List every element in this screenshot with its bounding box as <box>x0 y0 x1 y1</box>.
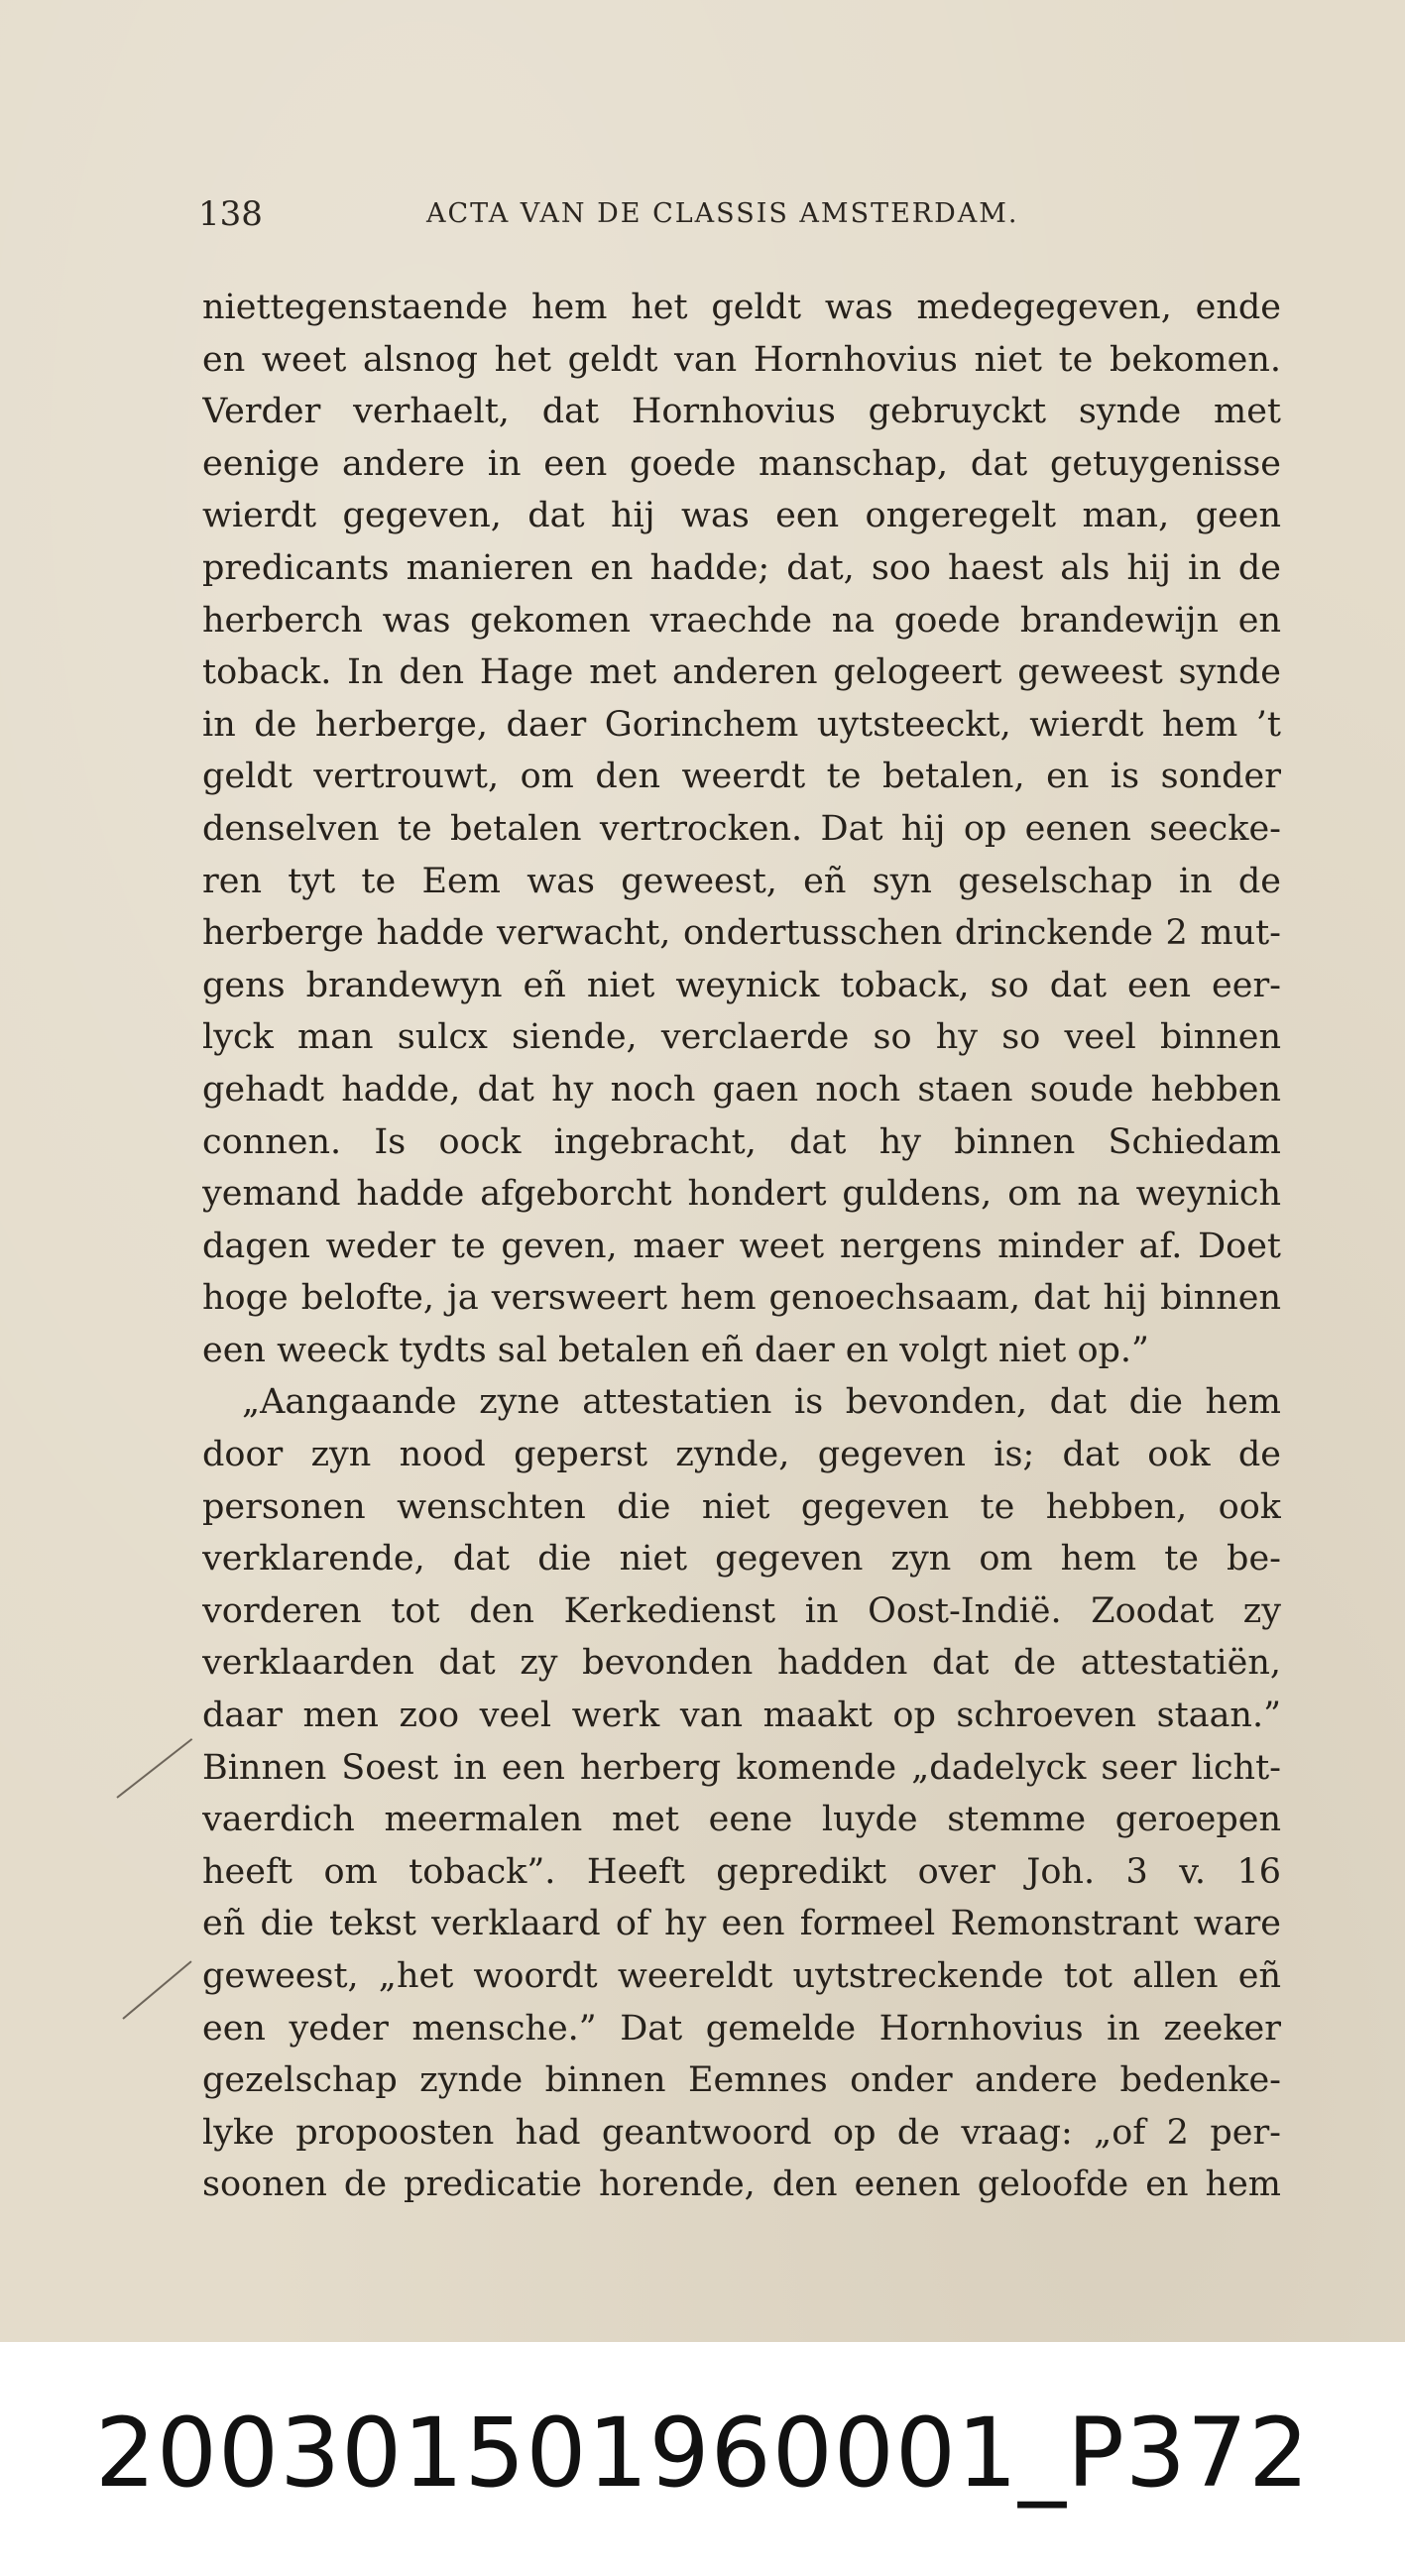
text-line: ren tyt te Eem was geweest, eñ syn geselschap in de <box>202 861 1281 901</box>
text-line: in de herberge, daer Gorinchem uytsteeckt, wierdt hem ’t <box>202 704 1281 745</box>
text-line: verklarende, dat die niet gegeven zyn om hem te be- <box>202 1539 1281 1580</box>
text-line: verklaarden dat zy bevonden hadden dat de attestatiën, <box>202 1643 1281 1684</box>
text-line: „Aangaande zyne attestatien is bevonden, dat die hem <box>242 1382 1281 1423</box>
text-line: geldt vertrouwt, om den weerdt te betalen, en is sonder <box>202 757 1281 797</box>
text-line: gezelschap zynde binnen Eemnes onder andere bedenke- <box>202 2060 1281 2101</box>
text-line: niettegenstaende hem het geldt was medegegeven, ende <box>202 288 1281 327</box>
scan-identifier: 20030150196000​1_P372 <box>94 2398 1311 2509</box>
page-number: 138 <box>198 194 263 234</box>
text-line: yemand hadde afgeborcht hondert guldens, om na weynich <box>202 1174 1281 1215</box>
text-line: en weet alsnog het geldt van Hornhovius niet te bekomen. <box>202 339 1281 380</box>
text-line: daar men zoo veel werk van maakt op schroeven staan.” <box>202 1696 1281 1736</box>
body-text <box>202 282 1281 2211</box>
text-line: herberch was gekomen vraechde na goede brandewijn en <box>202 600 1281 641</box>
text-line: personen wenschten die niet gegeven te hebben, ook <box>202 1486 1281 1527</box>
pencil-margin-mark <box>116 1738 192 1799</box>
text-line: vaerdich meermalen met eene luyde stemme geroepen <box>202 1800 1281 1840</box>
text-line: hoge belofte, ja versweert hem genoechsaam, dat hij binnen <box>202 1278 1281 1319</box>
text-line: dagen weder te geven, maer weet nergens minder af. Doet <box>202 1226 1281 1266</box>
text-line: lyck man sulcx siende, verclaerde so hy so veel binnen <box>202 1017 1281 1058</box>
running-header <box>198 194 1284 242</box>
text-line: Binnen Soest in een herberg komende „dadelyck seer licht- <box>202 1747 1281 1788</box>
text-line: connen. Is oock ingebracht, dat hy binnen Schiedam <box>202 1121 1281 1162</box>
text-line: geweest, „het woordt weereldt uytstreckende tot allen eñ <box>202 1956 1281 1996</box>
running-title: ACTA VAN DE CLASSIS AMSTERDAM. <box>426 198 1019 229</box>
text-line: een weeck tydts sal betalen eñ daer en volgt niet op.” <box>202 1330 1149 1370</box>
text-line: een yeder mensche.” Dat gemelde Hornhovius in zeeker <box>202 2008 1281 2049</box>
scan-label-band <box>0 2342 1405 2576</box>
text-line: wierdt gegeven, dat hij was een ongeregelt man, geen <box>202 496 1281 536</box>
text-line: vorderen tot den Kerkedienst in Oost-Indië. Zoodat zy <box>202 1590 1281 1631</box>
text-line: toback. In den Hage met anderen gelogeert geweest synde <box>202 652 1281 693</box>
text-line: soonen de predicatie horende, den eenen geloofde en hem <box>202 2165 1281 2205</box>
text-line: denselven te betalen vertrocken. Dat hij op eenen seecke- <box>202 808 1281 849</box>
text-line: predicants manieren en hadde; dat, soo haest als hij in de <box>202 547 1281 588</box>
text-line: eñ die tekst verklaard of hy een formeel Remonstrant ware <box>202 1904 1281 1944</box>
text-line: heeft om toback”. Heeft gepredikt over Joh. 3 v. 16 <box>202 1851 1281 1892</box>
text-line: eenige andere in een goede manschap, dat getuygenisse <box>202 443 1281 484</box>
text-line: door zyn nood geperst zynde, gegeven is; dat ook de <box>202 1435 1281 1475</box>
text-line: Verder verhaelt, dat Hornhovius gebruyckt synde met <box>202 392 1281 432</box>
text-line: gens brandewyn eñ niet weynick toback, so dat een eer- <box>202 965 1281 1005</box>
text-line: herberge hadde verwacht, ondertusschen drinckende 2 mut- <box>202 913 1281 954</box>
text-line: gehadt hadde, dat hy noch gaen noch staen soude hebben <box>202 1069 1281 1110</box>
text-line: lyke propoosten had geantwoord op de vraag: „of 2 per- <box>202 2112 1281 2153</box>
pencil-margin-mark <box>122 1960 191 2019</box>
